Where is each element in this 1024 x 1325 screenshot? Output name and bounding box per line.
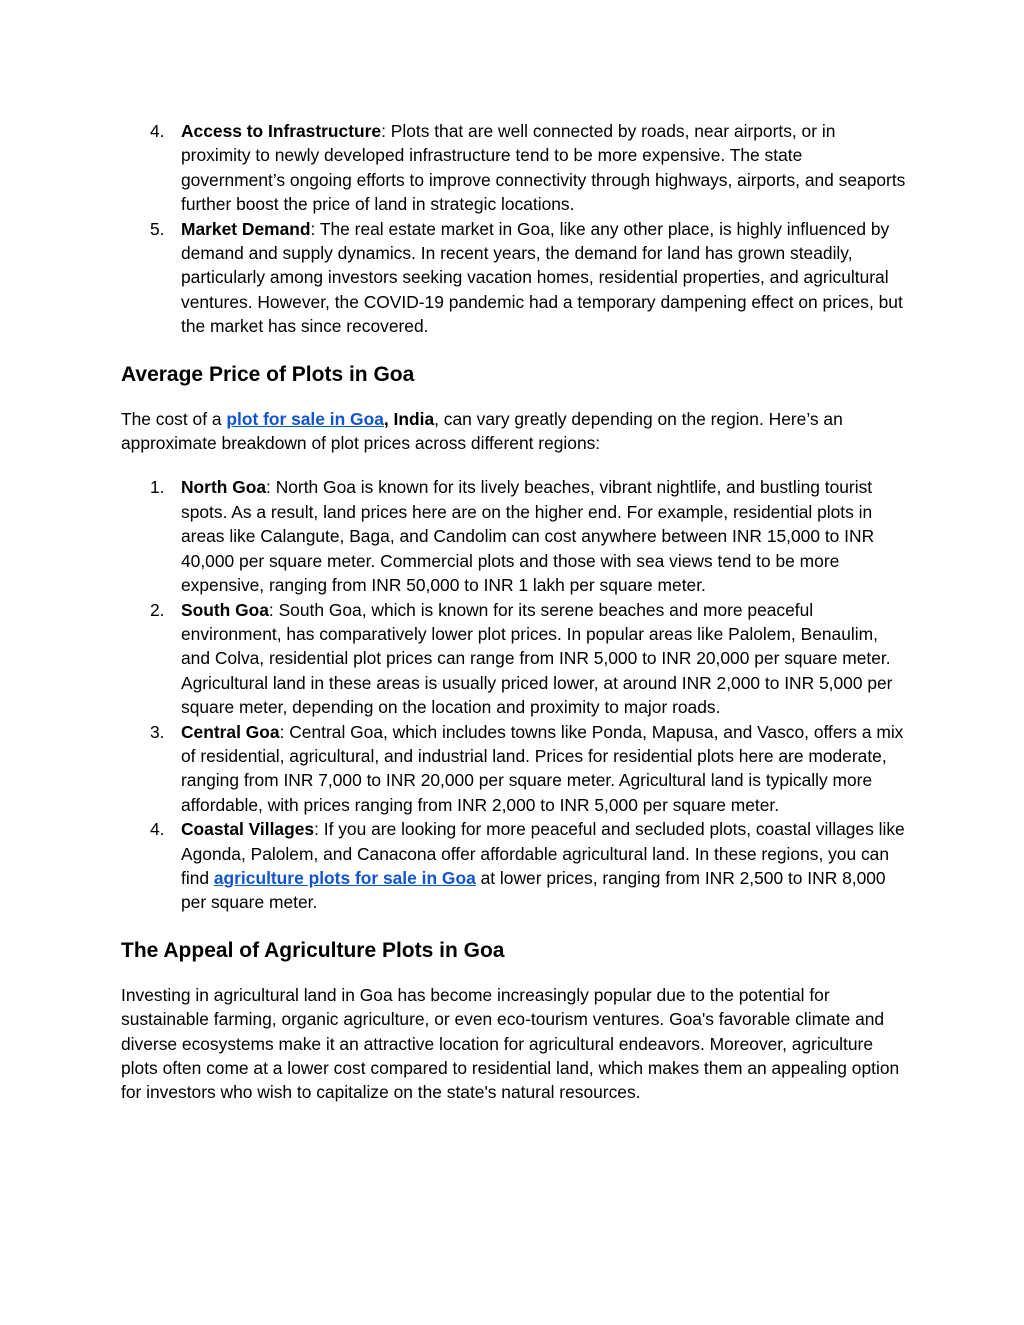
list-item <box>121 217 906 339</box>
list-item-term: South Goa <box>181 599 269 620</box>
list-item-text: : Central Goa, which includes towns like Ponda, Mapusa, and Vasco, offers a mix of residential, agricultural, and industrial land. Prices for residential plots here are moderate, ranging from INR 7,000 to INR 20,000 per square meter. Agricultural land is typically more affordable, with prices ranging from INR 2,000 to INR 5,000 per square meter. <box>181 721 904 815</box>
list-number: 4. <box>150 819 165 840</box>
regions-list <box>121 475 906 914</box>
list-item-term: Market Demand <box>181 218 311 239</box>
list-item-text: : The real estate market in Goa, like any other place, is highly influenced by demand and supply dynamics. In recent years, the demand for land has grown steadily, particularly among investors seeking vacation homes, residential properties, and agricultural ventures. However, the COVID-19 pandemic had a temporary dampening effect on prices, but the market has since recovered. <box>181 218 903 337</box>
list-item-text-after: at lower prices, ranging from INR 2,500 to INR 8,000 per square meter. <box>181 867 886 913</box>
average-price-intro <box>121 407 906 456</box>
list-number: 4. <box>150 121 165 141</box>
factors-list <box>121 119 906 339</box>
document-page <box>121 119 906 1105</box>
list-item-text: : South Goa, which is known for its serene beaches and more peaceful environment, has comparatively lower plot prices. In popular areas like Palolem, Benaulim, and Colva, residential plot prices can range from INR 5,000 to INR 20,000 per square meter. Agricultural land in these areas is usually priced lower, at around INR 2,000 to INR 5,000 per square meter, depending on the location and proximity to major roads. <box>181 599 893 718</box>
list-item <box>121 720 906 818</box>
list-number: 1. <box>150 477 165 498</box>
list-item <box>121 598 906 720</box>
list-item-text: : Plots that are well connected by roads, near airports, or in proximity to newly developed infrastructure tend to be more expensive. The state government’s ongoing efforts to improve connectivity through highways, airports, and seaports further boost the price of land in strategic locations. <box>181 121 906 215</box>
list-number: 5. <box>150 218 165 239</box>
list-number: 2. <box>150 599 165 620</box>
intro-bold-india: , India <box>383 408 435 429</box>
list-item-term: Central Goa <box>181 721 280 742</box>
section-heading-appeal: The Appeal of Agriculture Plots in Goa <box>121 938 505 962</box>
plot-for-sale-link[interactable]: plot for sale in Goa <box>226 408 384 429</box>
list-number: 3. <box>150 721 165 742</box>
list-item-term: North Goa <box>181 477 267 498</box>
intro-text-after: , can vary greatly depending on the region. Here’s an approximate breakdown of plot prices across different regions: <box>121 408 843 454</box>
appeal-paragraph: Investing in agricultural land in Goa has become increasingly popular due to the potential for sustainable farming, organic agriculture, or even eco-tourism ventures. Goa's favorable climate and diverse ecosystems make it an attractive location for agricultural endeavors. Moreover, agriculture plots often come at a lower cost compared to residential land, which makes them an appealing option for investors who wish to capitalize on the state's natural resources. <box>121 984 900 1103</box>
list-item-term: Access to Infrastructure <box>181 121 382 141</box>
list-item <box>121 119 906 217</box>
intro-text-before: The cost of a <box>121 408 227 429</box>
section-heading-average-price: Average Price of Plots in Goa <box>121 362 415 386</box>
agriculture-plots-link[interactable]: agriculture plots for sale in Goa <box>213 867 476 888</box>
list-item <box>121 817 906 915</box>
list-item-text-before: : If you are looking for more peaceful and secluded plots, coastal villages like Agonda, Palolem, and Canacona offer affordable agricultural land. In these regions, you can find <box>181 819 905 888</box>
list-item <box>121 475 906 597</box>
list-item-text: : North Goa is known for its lively beaches, vibrant nightlife, and bustling tourist spots. As a result, land prices here are on the higher end. For example, residential plots in areas like Calangute, Baga, and Candolim can cost anywhere between INR 15,000 to INR 40,000 per square meter. Commercial plots and those with sea views tend to be more expensive, ranging from INR 50,000 to INR 1 lakh per square meter. <box>181 477 875 596</box>
list-item-term: Coastal Villages <box>181 819 315 840</box>
